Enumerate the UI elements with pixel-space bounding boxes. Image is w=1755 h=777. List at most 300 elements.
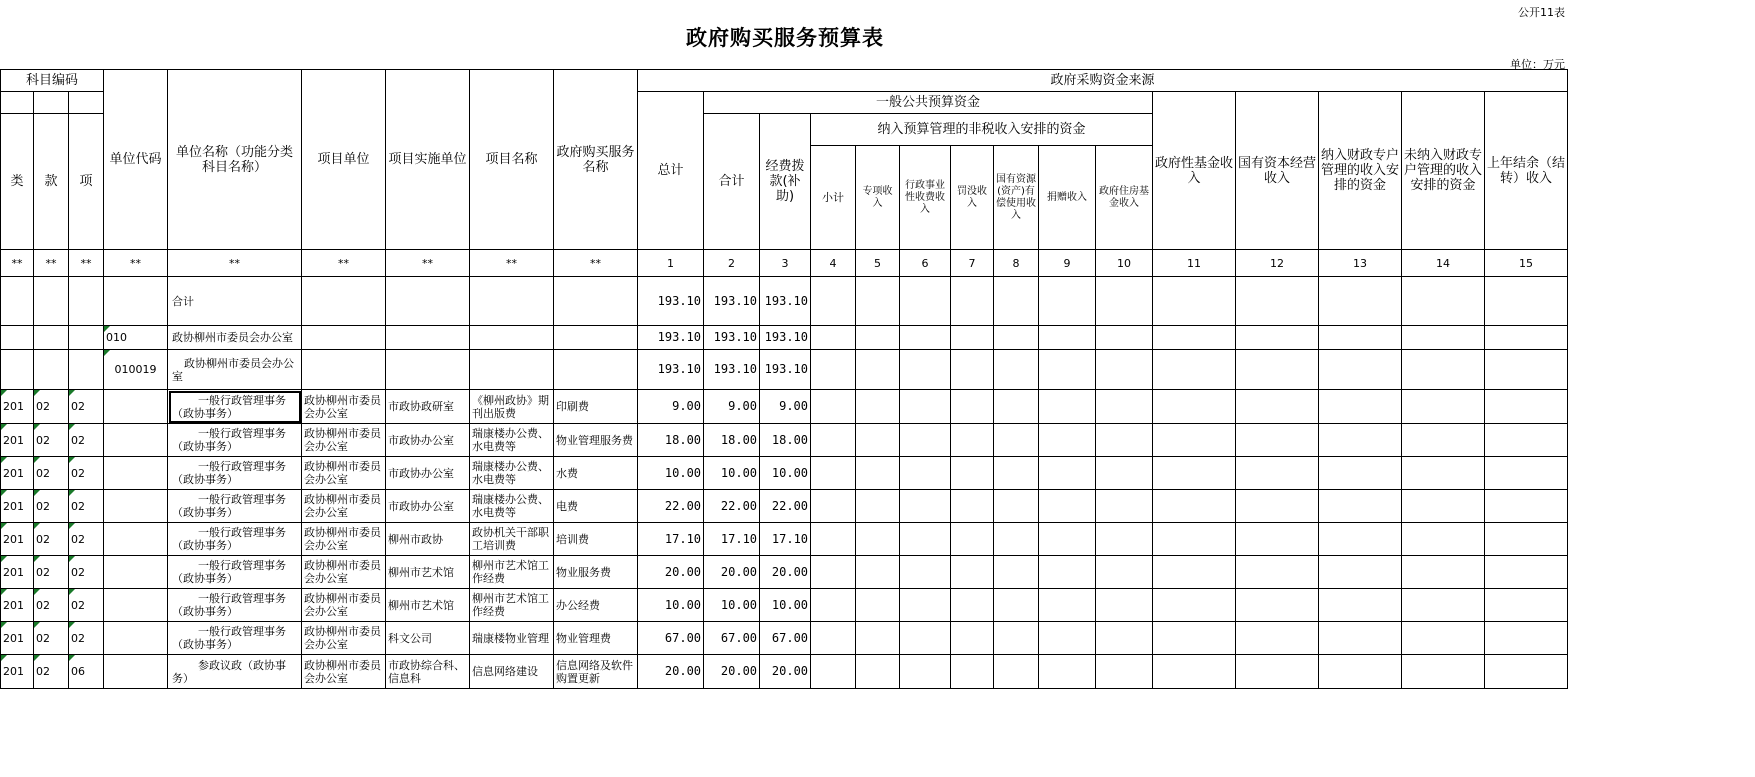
cell-empty[interactable]: [1319, 589, 1402, 622]
cell-empty[interactable]: [951, 589, 994, 622]
cell-empty[interactable]: [1153, 556, 1236, 589]
cell-empty[interactable]: [1096, 556, 1153, 589]
cell-empty[interactable]: [900, 523, 951, 556]
cell-unit-name[interactable]: 一般行政管理事务（政协事务）: [168, 589, 302, 622]
cell-empty[interactable]: [856, 622, 900, 655]
cell-empty[interactable]: [994, 622, 1039, 655]
cell-xiang[interactable]: 02: [69, 457, 104, 490]
cell-lei[interactable]: 201: [1, 523, 34, 556]
cell-unit-code[interactable]: [104, 655, 168, 689]
cell-sum[interactable]: 22.00: [704, 490, 760, 523]
cell-empty[interactable]: [951, 457, 994, 490]
cell-empty[interactable]: [1153, 523, 1236, 556]
cell-impl-unit[interactable]: 市政协综合科、信息科: [386, 655, 470, 689]
cell-empty[interactable]: [856, 556, 900, 589]
cell-empty[interactable]: [856, 326, 900, 350]
cell-unit-code[interactable]: [104, 556, 168, 589]
cell-empty[interactable]: [1153, 589, 1236, 622]
cell-empty[interactable]: [1039, 622, 1096, 655]
cell-project-unit[interactable]: 政协柳州市委员会办公室: [302, 490, 386, 523]
cell-empty[interactable]: [1319, 326, 1402, 350]
cell-sum[interactable]: 17.10: [704, 523, 760, 556]
cell-empty[interactable]: [994, 350, 1039, 390]
cell-project-unit[interactable]: 政协柳州市委员会办公室: [302, 556, 386, 589]
cell-total[interactable]: 9.00: [638, 390, 704, 424]
cell-project-name[interactable]: 政协机关干部职工培训费: [470, 523, 554, 556]
cell-sum[interactable]: 193.10: [704, 350, 760, 390]
cell-empty[interactable]: [1402, 326, 1485, 350]
table-row[interactable]: [1, 277, 1568, 326]
cell-kuan[interactable]: 02: [34, 655, 69, 689]
cell-kuan[interactable]: [34, 326, 69, 350]
cell-sum[interactable]: 193.10: [704, 277, 760, 326]
cell-project-name[interactable]: 瑞康楼办公费、水电费等: [470, 424, 554, 457]
cell-appropriation[interactable]: 67.00: [760, 622, 811, 655]
cell-empty[interactable]: [1319, 655, 1402, 689]
cell-project-unit[interactable]: [302, 350, 386, 390]
cell-project-unit[interactable]: 政协柳州市委员会办公室: [302, 523, 386, 556]
cell-empty[interactable]: [1096, 622, 1153, 655]
cell-total[interactable]: 193.10: [638, 326, 704, 350]
cell-empty[interactable]: [1153, 390, 1236, 424]
cell-project-unit[interactable]: 政协柳州市委员会办公室: [302, 622, 386, 655]
cell-empty[interactable]: [856, 655, 900, 689]
cell-empty[interactable]: [1236, 490, 1319, 523]
cell-empty[interactable]: [811, 523, 856, 556]
cell-unit-name[interactable]: 合计: [168, 277, 302, 326]
cell-empty[interactable]: [1039, 556, 1096, 589]
cell-empty[interactable]: [1319, 277, 1402, 326]
cell-empty[interactable]: [1319, 622, 1402, 655]
cell-lei[interactable]: 201: [1, 589, 34, 622]
cell-empty[interactable]: [1039, 457, 1096, 490]
cell-empty[interactable]: [900, 490, 951, 523]
cell-service-name[interactable]: [554, 326, 638, 350]
cell-lei[interactable]: [1, 277, 34, 326]
cell-empty[interactable]: [856, 523, 900, 556]
cell-empty[interactable]: [1153, 457, 1236, 490]
cell-unit-code[interactable]: [104, 424, 168, 457]
cell-sum[interactable]: 10.00: [704, 589, 760, 622]
cell-empty[interactable]: [1236, 655, 1319, 689]
cell-empty[interactable]: [1039, 523, 1096, 556]
cell-empty[interactable]: [1039, 589, 1096, 622]
cell-kuan[interactable]: [34, 350, 69, 390]
cell-empty[interactable]: [1236, 390, 1319, 424]
cell-sum[interactable]: 67.00: [704, 622, 760, 655]
cell-xiang[interactable]: [69, 326, 104, 350]
cell-empty[interactable]: [900, 589, 951, 622]
cell-sum[interactable]: 10.00: [704, 457, 760, 490]
cell-empty[interactable]: [811, 326, 856, 350]
cell-unit-code[interactable]: [104, 277, 168, 326]
cell-kuan[interactable]: 02: [34, 457, 69, 490]
cell-empty[interactable]: [1402, 490, 1485, 523]
cell-lei[interactable]: 201: [1, 556, 34, 589]
cell-xiang[interactable]: [69, 277, 104, 326]
cell-empty[interactable]: [994, 457, 1039, 490]
cell-empty[interactable]: [1402, 622, 1485, 655]
cell-empty[interactable]: [1153, 424, 1236, 457]
cell-project-name[interactable]: [470, 277, 554, 326]
cell-empty[interactable]: [1153, 655, 1236, 689]
cell-empty[interactable]: [1096, 589, 1153, 622]
cell-appropriation[interactable]: 22.00: [760, 490, 811, 523]
cell-impl-unit[interactable]: 柳州市艺术馆: [386, 589, 470, 622]
cell-empty[interactable]: [1319, 390, 1402, 424]
cell-appropriation[interactable]: 20.00: [760, 655, 811, 689]
cell-empty[interactable]: [951, 277, 994, 326]
cell-empty[interactable]: [1096, 277, 1153, 326]
table-row[interactable]: [1, 655, 1568, 689]
cell-empty[interactable]: [856, 490, 900, 523]
cell-service-name[interactable]: 办公经费: [554, 589, 638, 622]
cell-empty[interactable]: [951, 655, 994, 689]
cell-empty[interactable]: [811, 589, 856, 622]
cell-appropriation[interactable]: 193.10: [760, 277, 811, 326]
cell-xiang[interactable]: 02: [69, 424, 104, 457]
cell-empty[interactable]: [1039, 390, 1096, 424]
cell-total[interactable]: 20.00: [638, 655, 704, 689]
cell-empty[interactable]: [1236, 589, 1319, 622]
cell-project-name[interactable]: 瑞康楼办公费、水电费等: [470, 457, 554, 490]
cell-appropriation[interactable]: 193.10: [760, 350, 811, 390]
cell-unit-code[interactable]: [104, 523, 168, 556]
cell-total[interactable]: 22.00: [638, 490, 704, 523]
cell-impl-unit[interactable]: [386, 326, 470, 350]
cell-service-name[interactable]: 培训费: [554, 523, 638, 556]
cell-xiang[interactable]: 02: [69, 390, 104, 424]
cell-empty[interactable]: [994, 523, 1039, 556]
cell-empty[interactable]: [856, 390, 900, 424]
cell-empty[interactable]: [1485, 655, 1568, 689]
cell-appropriation[interactable]: 20.00: [760, 556, 811, 589]
cell-unit-name[interactable]: 一般行政管理事务（政协事务）: [168, 556, 302, 589]
cell-total[interactable]: 18.00: [638, 424, 704, 457]
cell-impl-unit[interactable]: [386, 350, 470, 390]
cell-impl-unit[interactable]: 市政协政研室: [386, 390, 470, 424]
cell-empty[interactable]: [1402, 350, 1485, 390]
cell-project-name[interactable]: 柳州市艺术馆工作经费: [470, 556, 554, 589]
cell-empty[interactable]: [1096, 424, 1153, 457]
cell-xiang[interactable]: [69, 350, 104, 390]
cell-unit-name[interactable]: 政协柳州市委员会办公室: [168, 350, 302, 390]
cell-xiang[interactable]: 02: [69, 523, 104, 556]
cell-empty[interactable]: [994, 655, 1039, 689]
cell-total[interactable]: 10.00: [638, 589, 704, 622]
cell-empty[interactable]: [1319, 490, 1402, 523]
cell-empty[interactable]: [1485, 523, 1568, 556]
cell-empty[interactable]: [856, 457, 900, 490]
cell-unit-code[interactable]: 010019: [104, 350, 168, 390]
cell-unit-name[interactable]: 一般行政管理事务（政协事务）: [168, 523, 302, 556]
cell-xiang[interactable]: 06: [69, 655, 104, 689]
cell-appropriation[interactable]: 10.00: [760, 589, 811, 622]
cell-empty[interactable]: [1402, 390, 1485, 424]
cell-empty[interactable]: [811, 457, 856, 490]
cell-sum[interactable]: 193.10: [704, 326, 760, 350]
cell-empty[interactable]: [811, 622, 856, 655]
cell-total[interactable]: 67.00: [638, 622, 704, 655]
cell-empty[interactable]: [951, 523, 994, 556]
cell-kuan[interactable]: 02: [34, 424, 69, 457]
cell-empty[interactable]: [900, 424, 951, 457]
cell-lei[interactable]: 201: [1, 655, 34, 689]
cell-empty[interactable]: [900, 326, 951, 350]
table-row[interactable]: [1, 523, 1568, 556]
cell-empty[interactable]: [1039, 277, 1096, 326]
cell-unit-name[interactable]: 一般行政管理事务（政协事务）: [168, 622, 302, 655]
cell-project-name[interactable]: 信息网络建设: [470, 655, 554, 689]
cell-lei[interactable]: [1, 350, 34, 390]
cell-empty[interactable]: [1236, 350, 1319, 390]
cell-impl-unit[interactable]: 市政协办公室: [386, 424, 470, 457]
cell-empty[interactable]: [1039, 655, 1096, 689]
cell-empty[interactable]: [1153, 326, 1236, 350]
cell-empty[interactable]: [1236, 424, 1319, 457]
cell-service-name[interactable]: [554, 277, 638, 326]
cell-lei[interactable]: 201: [1, 457, 34, 490]
cell-empty[interactable]: [1402, 589, 1485, 622]
cell-impl-unit[interactable]: 市政协办公室: [386, 490, 470, 523]
cell-empty[interactable]: [900, 350, 951, 390]
cell-empty[interactable]: [1319, 556, 1402, 589]
cell-unit-code[interactable]: 010: [104, 326, 168, 350]
cell-sum[interactable]: 9.00: [704, 390, 760, 424]
cell-appropriation[interactable]: 10.00: [760, 457, 811, 490]
cell-service-name[interactable]: 水费: [554, 457, 638, 490]
table-row[interactable]: [1, 556, 1568, 589]
cell-empty[interactable]: [900, 655, 951, 689]
cell-service-name[interactable]: 物业管理服务费: [554, 424, 638, 457]
cell-total[interactable]: 20.00: [638, 556, 704, 589]
cell-empty[interactable]: [994, 326, 1039, 350]
cell-service-name[interactable]: 信息网络及软件购置更新: [554, 655, 638, 689]
cell-unit-name[interactable]: 政协柳州市委员会办公室: [168, 326, 302, 350]
cell-xiang[interactable]: 02: [69, 490, 104, 523]
cell-empty[interactable]: [1236, 556, 1319, 589]
cell-project-name[interactable]: [470, 326, 554, 350]
cell-project-unit[interactable]: [302, 326, 386, 350]
cell-empty[interactable]: [856, 424, 900, 457]
cell-unit-code[interactable]: [104, 490, 168, 523]
cell-empty[interactable]: [994, 490, 1039, 523]
cell-project-name[interactable]: 《柳州政协》期刊出版费: [470, 390, 554, 424]
cell-empty[interactable]: [1153, 490, 1236, 523]
table-row[interactable]: [1, 326, 1568, 350]
cell-empty[interactable]: [1402, 556, 1485, 589]
cell-empty[interactable]: [1096, 523, 1153, 556]
table-row[interactable]: [1, 490, 1568, 523]
cell-service-name[interactable]: 印刷费: [554, 390, 638, 424]
cell-lei[interactable]: 201: [1, 622, 34, 655]
cell-empty[interactable]: [811, 655, 856, 689]
cell-xiang[interactable]: 02: [69, 589, 104, 622]
cell-empty[interactable]: [856, 277, 900, 326]
cell-empty[interactable]: [1319, 424, 1402, 457]
cell-project-name[interactable]: 柳州市艺术馆工作经费: [470, 589, 554, 622]
cell-service-name[interactable]: 电费: [554, 490, 638, 523]
cell-unit-code[interactable]: [104, 390, 168, 424]
cell-service-name[interactable]: [554, 350, 638, 390]
cell-empty[interactable]: [1319, 350, 1402, 390]
cell-empty[interactable]: [1485, 622, 1568, 655]
cell-project-unit[interactable]: [302, 277, 386, 326]
cell-total[interactable]: 193.10: [638, 277, 704, 326]
cell-empty[interactable]: [1236, 523, 1319, 556]
cell-empty[interactable]: [1039, 350, 1096, 390]
cell-empty[interactable]: [1096, 490, 1153, 523]
cell-kuan[interactable]: 02: [34, 490, 69, 523]
cell-empty[interactable]: [900, 556, 951, 589]
cell-unit-code[interactable]: [104, 589, 168, 622]
cell-empty[interactable]: [1485, 277, 1568, 326]
cell-empty[interactable]: [1485, 556, 1568, 589]
cell-empty[interactable]: [856, 589, 900, 622]
cell-empty[interactable]: [1039, 424, 1096, 457]
cell-unit-name[interactable]: 一般行政管理事务（政协事务）: [168, 490, 302, 523]
cell-empty[interactable]: [1236, 457, 1319, 490]
cell-unit-name[interactable]: 一般行政管理事务（政协事务）: [168, 457, 302, 490]
cell-total[interactable]: 10.00: [638, 457, 704, 490]
cell-total[interactable]: 17.10: [638, 523, 704, 556]
cell-appropriation[interactable]: 17.10: [760, 523, 811, 556]
cell-empty[interactable]: [1236, 277, 1319, 326]
table-row[interactable]: [1, 457, 1568, 490]
cell-empty[interactable]: [1485, 350, 1568, 390]
cell-empty[interactable]: [1153, 622, 1236, 655]
table-row[interactable]: [1, 390, 1568, 424]
cell-empty[interactable]: [900, 277, 951, 326]
cell-project-unit[interactable]: 政协柳州市委员会办公室: [302, 390, 386, 424]
cell-empty[interactable]: [1039, 326, 1096, 350]
table-row[interactable]: [1, 589, 1568, 622]
cell-unit-code[interactable]: [104, 457, 168, 490]
cell-empty[interactable]: [994, 424, 1039, 457]
cell-empty[interactable]: [1096, 457, 1153, 490]
cell-project-unit[interactable]: 政协柳州市委员会办公室: [302, 424, 386, 457]
cell-lei[interactable]: [1, 326, 34, 350]
cell-kuan[interactable]: 02: [34, 523, 69, 556]
cell-xiang[interactable]: 02: [69, 556, 104, 589]
cell-lei[interactable]: 201: [1, 424, 34, 457]
cell-empty[interactable]: [900, 457, 951, 490]
cell-appropriation[interactable]: 9.00: [760, 390, 811, 424]
cell-unit-code[interactable]: [104, 622, 168, 655]
cell-impl-unit[interactable]: [386, 277, 470, 326]
cell-empty[interactable]: [1485, 424, 1568, 457]
cell-project-unit[interactable]: 政协柳州市委员会办公室: [302, 589, 386, 622]
cell-impl-unit[interactable]: 科文公司: [386, 622, 470, 655]
cell-total[interactable]: 193.10: [638, 350, 704, 390]
cell-appropriation[interactable]: 18.00: [760, 424, 811, 457]
cell-project-name[interactable]: 瑞康楼物业管理: [470, 622, 554, 655]
cell-empty[interactable]: [811, 490, 856, 523]
cell-project-name[interactable]: [470, 350, 554, 390]
cell-unit-name[interactable]: 一般行政管理事务（政协事务）: [168, 390, 302, 424]
cell-project-name[interactable]: 瑞康楼办公费、水电费等: [470, 490, 554, 523]
cell-empty[interactable]: [811, 390, 856, 424]
cell-empty[interactable]: [1236, 326, 1319, 350]
cell-unit-name[interactable]: 参政议政（政协事务）: [168, 655, 302, 689]
cell-sum[interactable]: 20.00: [704, 655, 760, 689]
cell-empty[interactable]: [1485, 390, 1568, 424]
cell-service-name[interactable]: 物业管理费: [554, 622, 638, 655]
cell-service-name[interactable]: 物业服务费: [554, 556, 638, 589]
cell-lei[interactable]: 201: [1, 390, 34, 424]
cell-impl-unit[interactable]: 柳州市艺术馆: [386, 556, 470, 589]
cell-kuan[interactable]: [34, 277, 69, 326]
cell-empty[interactable]: [811, 277, 856, 326]
cell-empty[interactable]: [994, 277, 1039, 326]
cell-empty[interactable]: [1402, 523, 1485, 556]
cell-empty[interactable]: [994, 390, 1039, 424]
cell-empty[interactable]: [1402, 457, 1485, 490]
cell-empty[interactable]: [900, 622, 951, 655]
cell-kuan[interactable]: 02: [34, 589, 69, 622]
cell-project-unit[interactable]: 政协柳州市委员会办公室: [302, 655, 386, 689]
cell-empty[interactable]: [1485, 457, 1568, 490]
cell-empty[interactable]: [951, 556, 994, 589]
cell-empty[interactable]: [1485, 490, 1568, 523]
cell-empty[interactable]: [1096, 390, 1153, 424]
cell-empty[interactable]: [1485, 326, 1568, 350]
cell-empty[interactable]: [951, 390, 994, 424]
cell-empty[interactable]: [1485, 589, 1568, 622]
cell-empty[interactable]: [1096, 350, 1153, 390]
cell-empty[interactable]: [951, 622, 994, 655]
cell-impl-unit[interactable]: 柳州市政协: [386, 523, 470, 556]
cell-empty[interactable]: [951, 424, 994, 457]
cell-empty[interactable]: [1153, 350, 1236, 390]
cell-empty[interactable]: [1402, 424, 1485, 457]
cell-kuan[interactable]: 02: [34, 390, 69, 424]
cell-empty[interactable]: [1039, 490, 1096, 523]
cell-empty[interactable]: [994, 556, 1039, 589]
cell-impl-unit[interactable]: 市政协办公室: [386, 457, 470, 490]
cell-empty[interactable]: [951, 490, 994, 523]
cell-kuan[interactable]: 02: [34, 622, 69, 655]
cell-empty[interactable]: [811, 350, 856, 390]
cell-empty[interactable]: [1319, 523, 1402, 556]
table-row[interactable]: [1, 350, 1568, 390]
cell-empty[interactable]: [1402, 655, 1485, 689]
cell-unit-name[interactable]: 一般行政管理事务（政协事务）: [168, 424, 302, 457]
cell-empty[interactable]: [1096, 326, 1153, 350]
cell-empty[interactable]: [1319, 457, 1402, 490]
cell-appropriation[interactable]: 193.10: [760, 326, 811, 350]
cell-empty[interactable]: [951, 326, 994, 350]
cell-empty[interactable]: [1153, 277, 1236, 326]
cell-lei[interactable]: 201: [1, 490, 34, 523]
cell-empty[interactable]: [1096, 655, 1153, 689]
cell-project-unit[interactable]: 政协柳州市委员会办公室: [302, 457, 386, 490]
cell-empty[interactable]: [951, 350, 994, 390]
cell-empty[interactable]: [811, 556, 856, 589]
cell-empty[interactable]: [1402, 277, 1485, 326]
cell-empty[interactable]: [1236, 622, 1319, 655]
cell-sum[interactable]: 20.00: [704, 556, 760, 589]
cell-empty[interactable]: [994, 589, 1039, 622]
cell-kuan[interactable]: 02: [34, 556, 69, 589]
cell-sum[interactable]: 18.00: [704, 424, 760, 457]
table-row[interactable]: [1, 424, 1568, 457]
cell-empty[interactable]: [811, 424, 856, 457]
cell-empty[interactable]: [900, 390, 951, 424]
table-row[interactable]: [1, 622, 1568, 655]
cell-xiang[interactable]: 02: [69, 622, 104, 655]
cell-empty[interactable]: [856, 350, 900, 390]
